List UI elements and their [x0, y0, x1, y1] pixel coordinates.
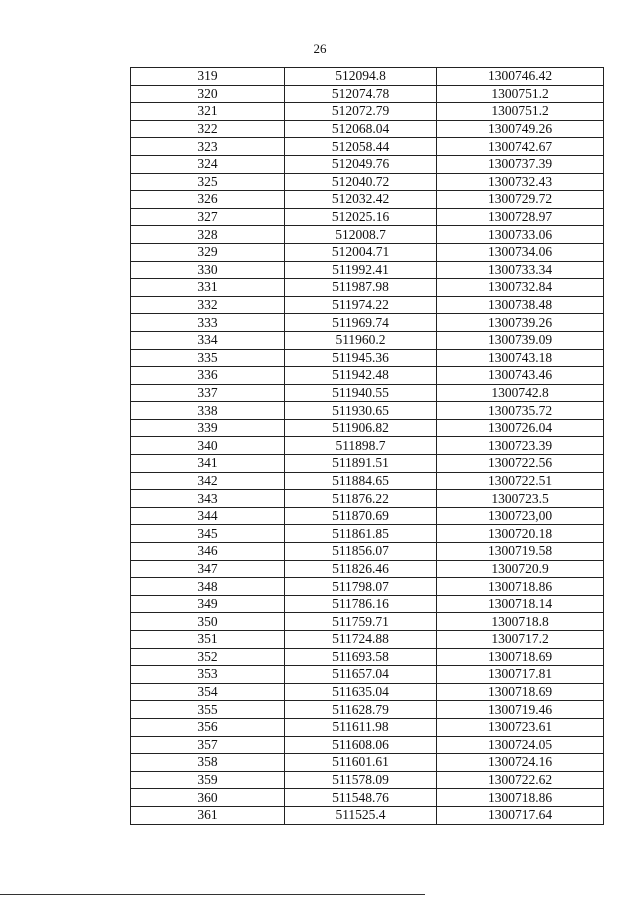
x-coordinate-cell: 511930.65: [285, 402, 437, 420]
x-coordinate-cell: 511601.61: [285, 754, 437, 772]
y-coordinate-cell: 1300732.84: [437, 279, 604, 297]
x-coordinate-cell: 511635.04: [285, 683, 437, 701]
y-coordinate-cell: 1300723.61: [437, 718, 604, 736]
x-coordinate-cell: 512072.79: [285, 103, 437, 121]
point-number-cell: 344: [131, 507, 285, 525]
x-coordinate-cell: 512058.44: [285, 138, 437, 156]
coordinates-table: [130, 67, 604, 825]
x-coordinate-cell: 511525.4: [285, 806, 437, 824]
table-row: [131, 226, 604, 244]
point-number-cell: 360: [131, 789, 285, 807]
y-coordinate-cell: 1300723,00: [437, 507, 604, 525]
x-coordinate-cell: 511870.69: [285, 507, 437, 525]
x-coordinate-cell: 511974.22: [285, 296, 437, 314]
x-coordinate-cell: 511548.76: [285, 789, 437, 807]
table-row: [131, 578, 604, 596]
point-number-cell: 330: [131, 261, 285, 279]
table-row: [131, 208, 604, 226]
point-number-cell: 361: [131, 806, 285, 824]
y-coordinate-cell: 1300718.69: [437, 683, 604, 701]
x-coordinate-cell: 512008.7: [285, 226, 437, 244]
point-number-cell: 345: [131, 525, 285, 543]
table-row: [131, 138, 604, 156]
point-number-cell: 328: [131, 226, 285, 244]
table-row: [131, 507, 604, 525]
table-row: [131, 243, 604, 261]
y-coordinate-cell: 1300735.72: [437, 402, 604, 420]
table-row: [131, 631, 604, 649]
table-row: [131, 296, 604, 314]
x-coordinate-cell: 511945.36: [285, 349, 437, 367]
point-number-cell: 324: [131, 155, 285, 173]
point-number-cell: 325: [131, 173, 285, 191]
point-number-cell: 341: [131, 455, 285, 473]
y-coordinate-cell: 1300722.51: [437, 472, 604, 490]
x-coordinate-cell: 511628.79: [285, 701, 437, 719]
footer-rule: [0, 894, 425, 895]
y-coordinate-cell: 1300743.18: [437, 349, 604, 367]
y-coordinate-cell: 1300718.86: [437, 789, 604, 807]
y-coordinate-cell: 1300720.18: [437, 525, 604, 543]
table-row: [131, 367, 604, 385]
y-coordinate-cell: 1300726.04: [437, 419, 604, 437]
point-number-cell: 329: [131, 243, 285, 261]
y-coordinate-cell: 1300718.86: [437, 578, 604, 596]
point-number-cell: 326: [131, 191, 285, 209]
x-coordinate-cell: 511657.04: [285, 666, 437, 684]
y-coordinate-cell: 1300724.16: [437, 754, 604, 772]
x-coordinate-cell: 511861.85: [285, 525, 437, 543]
coordinates-table-body: [131, 68, 604, 825]
table-row: [131, 314, 604, 332]
table-row: [131, 455, 604, 473]
point-number-cell: 348: [131, 578, 285, 596]
point-number-cell: 356: [131, 718, 285, 736]
y-coordinate-cell: 1300728.97: [437, 208, 604, 226]
x-coordinate-cell: 512004.71: [285, 243, 437, 261]
y-coordinate-cell: 1300718.69: [437, 648, 604, 666]
point-number-cell: 343: [131, 490, 285, 508]
x-coordinate-cell: 511960.2: [285, 331, 437, 349]
x-coordinate-cell: 512068.04: [285, 120, 437, 138]
table-row: [131, 701, 604, 719]
table-row: [131, 543, 604, 561]
y-coordinate-cell: 1300718.14: [437, 595, 604, 613]
table-row: [131, 736, 604, 754]
y-coordinate-cell: 1300751.2: [437, 85, 604, 103]
table-row: [131, 120, 604, 138]
y-coordinate-cell: 1300742.67: [437, 138, 604, 156]
y-coordinate-cell: 1300742.8: [437, 384, 604, 402]
point-number-cell: 327: [131, 208, 285, 226]
point-number-cell: 352: [131, 648, 285, 666]
point-number-cell: 332: [131, 296, 285, 314]
x-coordinate-cell: 511891.51: [285, 455, 437, 473]
y-coordinate-cell: 1300729.72: [437, 191, 604, 209]
y-coordinate-cell: 1300722.62: [437, 771, 604, 789]
point-number-cell: 320: [131, 85, 285, 103]
point-number-cell: 334: [131, 331, 285, 349]
table-row: [131, 261, 604, 279]
x-coordinate-cell: 511693.58: [285, 648, 437, 666]
x-coordinate-cell: 511942.48: [285, 367, 437, 385]
x-coordinate-cell: 512049.76: [285, 155, 437, 173]
x-coordinate-cell: 511856.07: [285, 543, 437, 561]
x-coordinate-cell: 512040.72: [285, 173, 437, 191]
table-row: [131, 718, 604, 736]
x-coordinate-cell: 511786.16: [285, 595, 437, 613]
y-coordinate-cell: 1300724.05: [437, 736, 604, 754]
table-row: [131, 525, 604, 543]
x-coordinate-cell: 511940.55: [285, 384, 437, 402]
x-coordinate-cell: 511798.07: [285, 578, 437, 596]
point-number-cell: 340: [131, 437, 285, 455]
point-number-cell: 347: [131, 560, 285, 578]
y-coordinate-cell: 1300738.48: [437, 296, 604, 314]
table-row: [131, 331, 604, 349]
point-number-cell: 338: [131, 402, 285, 420]
x-coordinate-cell: 511759.71: [285, 613, 437, 631]
table-row: [131, 191, 604, 209]
point-number-cell: 339: [131, 419, 285, 437]
y-coordinate-cell: 1300723.5: [437, 490, 604, 508]
x-coordinate-cell: 511906.82: [285, 419, 437, 437]
point-number-cell: 357: [131, 736, 285, 754]
point-number-cell: 333: [131, 314, 285, 332]
point-number-cell: 346: [131, 543, 285, 561]
y-coordinate-cell: 1300733.06: [437, 226, 604, 244]
point-number-cell: 354: [131, 683, 285, 701]
y-coordinate-cell: 1300733.34: [437, 261, 604, 279]
x-coordinate-cell: 511826.46: [285, 560, 437, 578]
table-row: [131, 754, 604, 772]
table-row: [131, 648, 604, 666]
table-row: [131, 419, 604, 437]
point-number-cell: 350: [131, 613, 285, 631]
table-row: [131, 279, 604, 297]
x-coordinate-cell: 512032.42: [285, 191, 437, 209]
point-number-cell: 353: [131, 666, 285, 684]
y-coordinate-cell: 1300722.56: [437, 455, 604, 473]
y-coordinate-cell: 1300718.8: [437, 613, 604, 631]
y-coordinate-cell: 1300723.39: [437, 437, 604, 455]
point-number-cell: 321: [131, 103, 285, 121]
y-coordinate-cell: 1300717.64: [437, 806, 604, 824]
y-coordinate-cell: 1300734.06: [437, 243, 604, 261]
point-number-cell: 319: [131, 68, 285, 86]
y-coordinate-cell: 1300743.46: [437, 367, 604, 385]
x-coordinate-cell: 511884.65: [285, 472, 437, 490]
y-coordinate-cell: 1300739.09: [437, 331, 604, 349]
point-number-cell: 337: [131, 384, 285, 402]
x-coordinate-cell: 511969.74: [285, 314, 437, 332]
x-coordinate-cell: 511992.41: [285, 261, 437, 279]
table-row: [131, 666, 604, 684]
point-number-cell: 335: [131, 349, 285, 367]
table-row: [131, 771, 604, 789]
x-coordinate-cell: 512025.16: [285, 208, 437, 226]
point-number-cell: 351: [131, 631, 285, 649]
point-number-cell: 349: [131, 595, 285, 613]
table-row: [131, 490, 604, 508]
x-coordinate-cell: 511898.7: [285, 437, 437, 455]
y-coordinate-cell: 1300746.42: [437, 68, 604, 86]
point-number-cell: 336: [131, 367, 285, 385]
point-number-cell: 323: [131, 138, 285, 156]
table-row: [131, 155, 604, 173]
point-number-cell: 331: [131, 279, 285, 297]
table-row: [131, 789, 604, 807]
x-coordinate-cell: 511611.98: [285, 718, 437, 736]
y-coordinate-cell: 1300717.81: [437, 666, 604, 684]
y-coordinate-cell: 1300751.2: [437, 103, 604, 121]
table-row: [131, 103, 604, 121]
y-coordinate-cell: 1300749.26: [437, 120, 604, 138]
table-row: [131, 595, 604, 613]
table-row: [131, 384, 604, 402]
table-row: [131, 68, 604, 86]
y-coordinate-cell: 1300739.26: [437, 314, 604, 332]
y-coordinate-cell: 1300717.2: [437, 631, 604, 649]
y-coordinate-cell: 1300737.39: [437, 155, 604, 173]
x-coordinate-cell: 511876.22: [285, 490, 437, 508]
x-coordinate-cell: 512094.8: [285, 68, 437, 86]
page-number: 26: [313, 41, 327, 56]
y-coordinate-cell: 1300719.58: [437, 543, 604, 561]
x-coordinate-cell: 511578.09: [285, 771, 437, 789]
point-number-cell: 358: [131, 754, 285, 772]
x-coordinate-cell: 511608.06: [285, 736, 437, 754]
y-coordinate-cell: 1300720.9: [437, 560, 604, 578]
table-row: [131, 402, 604, 420]
point-number-cell: 359: [131, 771, 285, 789]
table-row: [131, 437, 604, 455]
table-row: [131, 173, 604, 191]
table-row: [131, 806, 604, 824]
point-number-cell: 322: [131, 120, 285, 138]
x-coordinate-cell: 512074.78: [285, 85, 437, 103]
y-coordinate-cell: 1300719.46: [437, 701, 604, 719]
point-number-cell: 355: [131, 701, 285, 719]
x-coordinate-cell: 511987.98: [285, 279, 437, 297]
table-row: [131, 85, 604, 103]
y-coordinate-cell: 1300732.43: [437, 173, 604, 191]
table-row: [131, 472, 604, 490]
table-row: [131, 560, 604, 578]
point-number-cell: 342: [131, 472, 285, 490]
table-row: [131, 613, 604, 631]
table-row: [131, 683, 604, 701]
table-row: [131, 349, 604, 367]
x-coordinate-cell: 511724.88: [285, 631, 437, 649]
